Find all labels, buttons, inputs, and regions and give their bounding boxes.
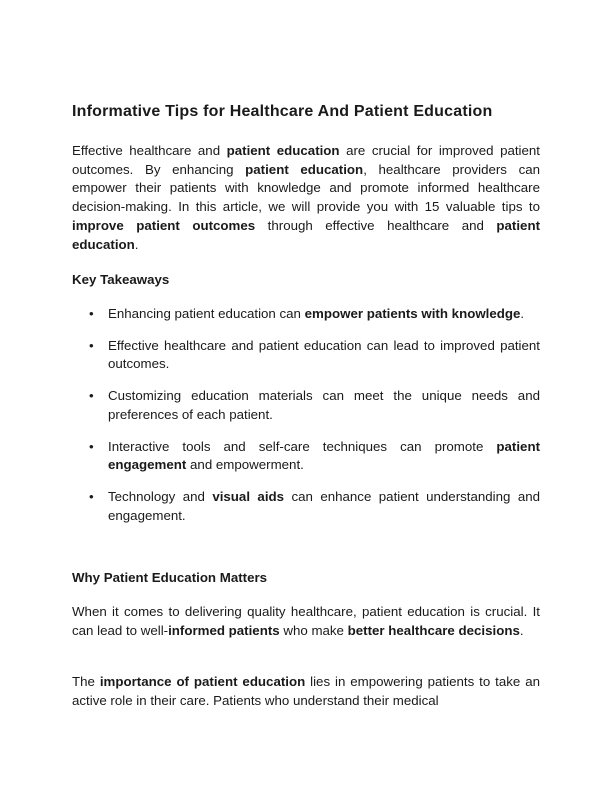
takeaway-item bbox=[72, 387, 540, 424]
text-run: Effective healthcare and patient education can lead to improved patient outcomes. bbox=[108, 337, 540, 372]
takeaway-item bbox=[72, 438, 540, 475]
text-run: lies in empowering patients to take an active role in their care. Patients who understand their medical bbox=[72, 674, 540, 708]
text-run: Interactive tools and self-care techniques can promote bbox=[108, 438, 497, 454]
text-run: Technology and bbox=[108, 488, 213, 504]
text-run: who make bbox=[279, 622, 348, 638]
why-paragraph-1 bbox=[72, 603, 540, 640]
text-run: can enhance patient understanding and engagement. bbox=[108, 488, 541, 523]
text-run: Effective healthcare and bbox=[72, 143, 227, 158]
text-run: . bbox=[134, 236, 139, 252]
bold-text: informed patients bbox=[168, 622, 280, 638]
text-run: , healthcare providers can empower their patients with knowledge and promote informed healthcare decision-making. In this article, we will provide you with 15 valuable tips to bbox=[72, 161, 541, 215]
text-run: Enhancing patient education can bbox=[108, 306, 305, 321]
bullet-icon: • bbox=[89, 488, 94, 504]
bold-text: better healthcare decisions bbox=[347, 622, 520, 638]
why-heading: Why Patient Education Matters bbox=[72, 570, 268, 585]
bold-text: improve patient outcomes bbox=[72, 217, 256, 233]
intro-paragraph bbox=[72, 142, 540, 254]
text-run: When it comes to delivering quality healthcare, patient education is crucial. It can lead to well- bbox=[72, 604, 540, 638]
bullet-icon: • bbox=[89, 337, 94, 353]
text-run: . bbox=[519, 622, 524, 638]
text-run: Customizing education materials can meet the unique needs and preferences of each patient. bbox=[108, 388, 540, 422]
page-title: Informative Tips for Healthcare And Patient Education bbox=[72, 103, 493, 120]
text-run: are crucial for improved patient outcomes. By enhancing bbox=[72, 143, 540, 177]
text-run: . bbox=[520, 306, 525, 321]
bold-text: visual aids bbox=[212, 488, 285, 504]
why-paragraph-2 bbox=[72, 673, 540, 710]
key-takeaways-heading: Key Takeaways bbox=[72, 272, 170, 287]
bold-text: empower patients with knowledge bbox=[304, 306, 521, 321]
takeaway-item bbox=[72, 305, 540, 324]
takeaway-item bbox=[72, 488, 540, 525]
takeaway-item bbox=[72, 337, 540, 374]
bold-text: importance of patient education bbox=[99, 674, 306, 689]
takeaways-list bbox=[72, 305, 540, 538]
bullet-icon: • bbox=[89, 438, 94, 454]
bold-text: patient engagement bbox=[108, 438, 540, 473]
text-run: and empowerment. bbox=[186, 457, 304, 473]
bold-text: patient education bbox=[72, 217, 540, 252]
text-run: through effective healthcare and bbox=[255, 217, 497, 233]
bullet-icon: • bbox=[89, 306, 94, 321]
text-run: The bbox=[72, 674, 100, 689]
bold-text: patient education bbox=[245, 161, 364, 177]
bullet-icon: • bbox=[89, 388, 94, 404]
bold-text: patient education bbox=[226, 143, 340, 158]
